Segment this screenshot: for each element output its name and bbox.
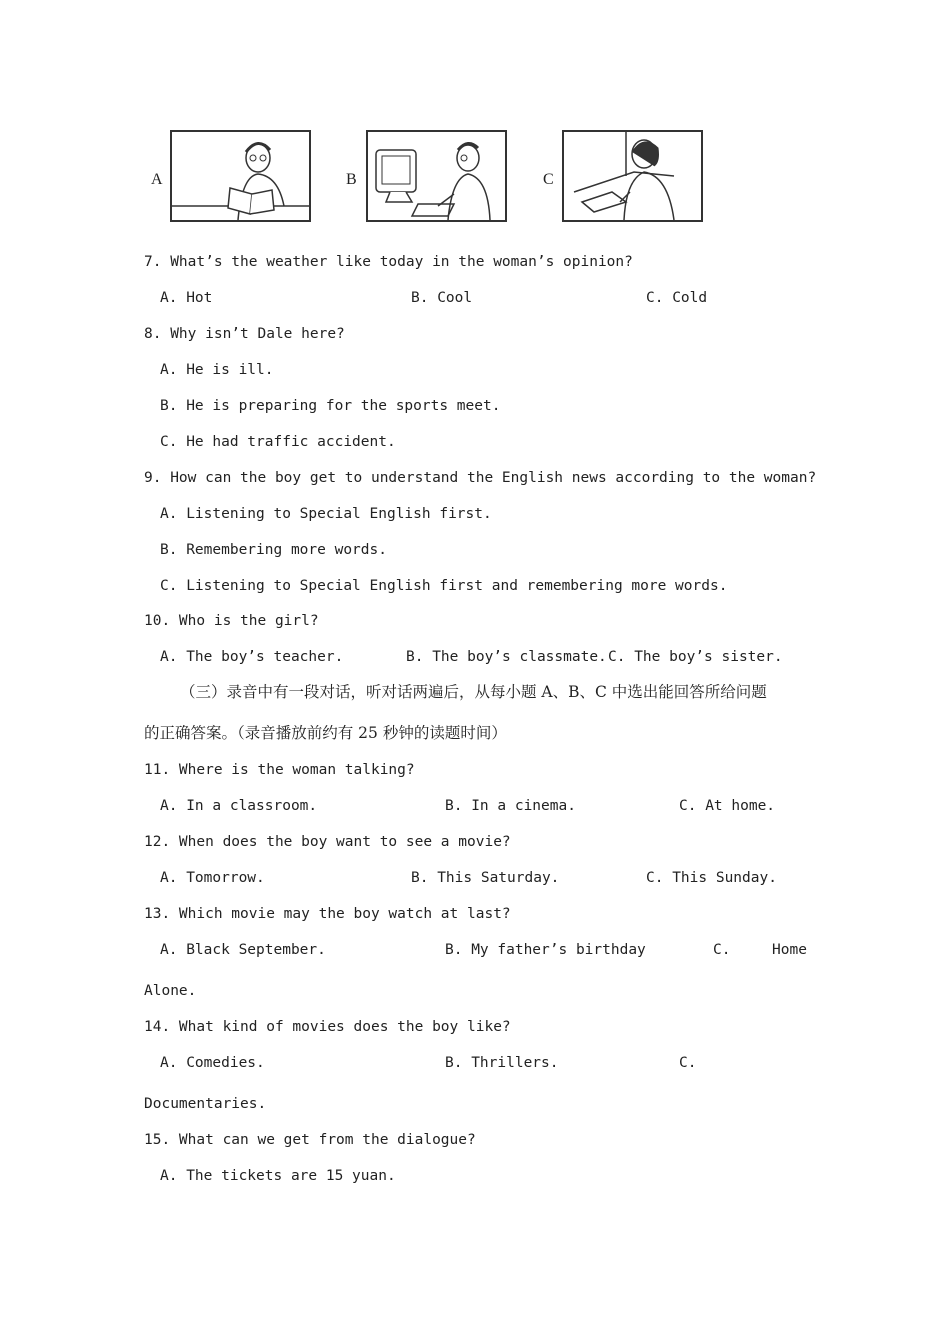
- question-7-option-a: A. Hot: [160, 290, 213, 306]
- person-reading-book-icon: [172, 132, 309, 220]
- question-14-option-c-letter: C.: [679, 1055, 697, 1071]
- question-7-stem: 7. What’s the weather like today in the woman’s opinion?: [144, 254, 633, 270]
- person-writing-at-desk-icon: [564, 132, 701, 220]
- question-8-stem: 8. Why isn’t Dale here?: [144, 326, 345, 342]
- question-13-option-c-word: Home: [772, 942, 807, 958]
- question-10-option-a: A. The boy’s teacher.: [160, 649, 344, 665]
- section-3-instruction-line-2: 的正确答案。（录音播放前约有 25 秒钟的读题时间）: [144, 724, 507, 742]
- question-13-option-a: A. Black September.: [160, 942, 326, 958]
- question-9-option-b: B. Remembering more words.: [160, 542, 387, 558]
- question-13-stem: 13. Which movie may the boy watch at last?: [144, 906, 511, 922]
- question-14-stem: 14. What kind of movies does the boy like?: [144, 1019, 511, 1035]
- question-11-option-b: B. In a cinema.: [445, 798, 576, 814]
- question-14-option-a: A. Comedies.: [160, 1055, 265, 1071]
- person-at-computer-icon: [368, 132, 505, 220]
- question-8-option-a: A. He is ill.: [160, 362, 274, 378]
- picture-option-c: [562, 130, 703, 222]
- question-11-stem: 11. Where is the woman talking?: [144, 762, 415, 778]
- question-13-option-c-continued: Alone.: [144, 983, 197, 999]
- question-11-option-a: A. In a classroom.: [160, 798, 318, 814]
- question-12-option-b: B. This Saturday.: [411, 870, 560, 886]
- question-13-option-b: B. My father’s birthday: [445, 942, 646, 958]
- question-15-stem: 15. What can we get from the dialogue?: [144, 1132, 476, 1148]
- section-3-instruction-line-1: （三）录音中有一段对话，听对话两遍后，从每小题 A、B、C 中选出能回答所给问题: [180, 683, 767, 701]
- question-12-option-c: C. This Sunday.: [646, 870, 777, 886]
- question-8-option-b: B. He is preparing for the sports meet.: [160, 398, 501, 414]
- question-12-option-a: A. Tomorrow.: [160, 870, 265, 886]
- question-10-option-b: B. The boy’s classmate.: [406, 649, 607, 665]
- question-7-option-c: C. Cold: [646, 290, 708, 306]
- question-9-option-a: A. Listening to Special English first.: [160, 506, 492, 522]
- question-10-option-c: C. The boy’s sister.: [608, 649, 783, 665]
- picture-label-a: A: [151, 171, 163, 188]
- picture-label-b: B: [346, 171, 357, 188]
- question-9-option-c: C. Listening to Special English first and remembering more words.: [160, 578, 728, 594]
- question-8-option-c: C. He had traffic accident.: [160, 434, 396, 450]
- question-12-stem: 12. When does the boy want to see a movie?: [144, 834, 511, 850]
- picture-label-c: C: [543, 171, 554, 188]
- question-11-option-c: C. At home.: [679, 798, 776, 814]
- question-7-option-b: B. Cool: [411, 290, 473, 306]
- question-10-stem: 10. Who is the girl?: [144, 613, 319, 629]
- question-9-stem: 9. How can the boy get to understand the English news according to the woman?: [144, 470, 817, 486]
- question-15-option-a: A. The tickets are 15 yuan.: [160, 1168, 396, 1184]
- question-13-option-c-letter: C.: [713, 942, 731, 958]
- question-14-option-b: B. Thrillers.: [445, 1055, 559, 1071]
- question-14-option-c-continued: Documentaries.: [144, 1096, 267, 1112]
- picture-option-a: [170, 130, 311, 222]
- picture-option-b: [366, 130, 507, 222]
